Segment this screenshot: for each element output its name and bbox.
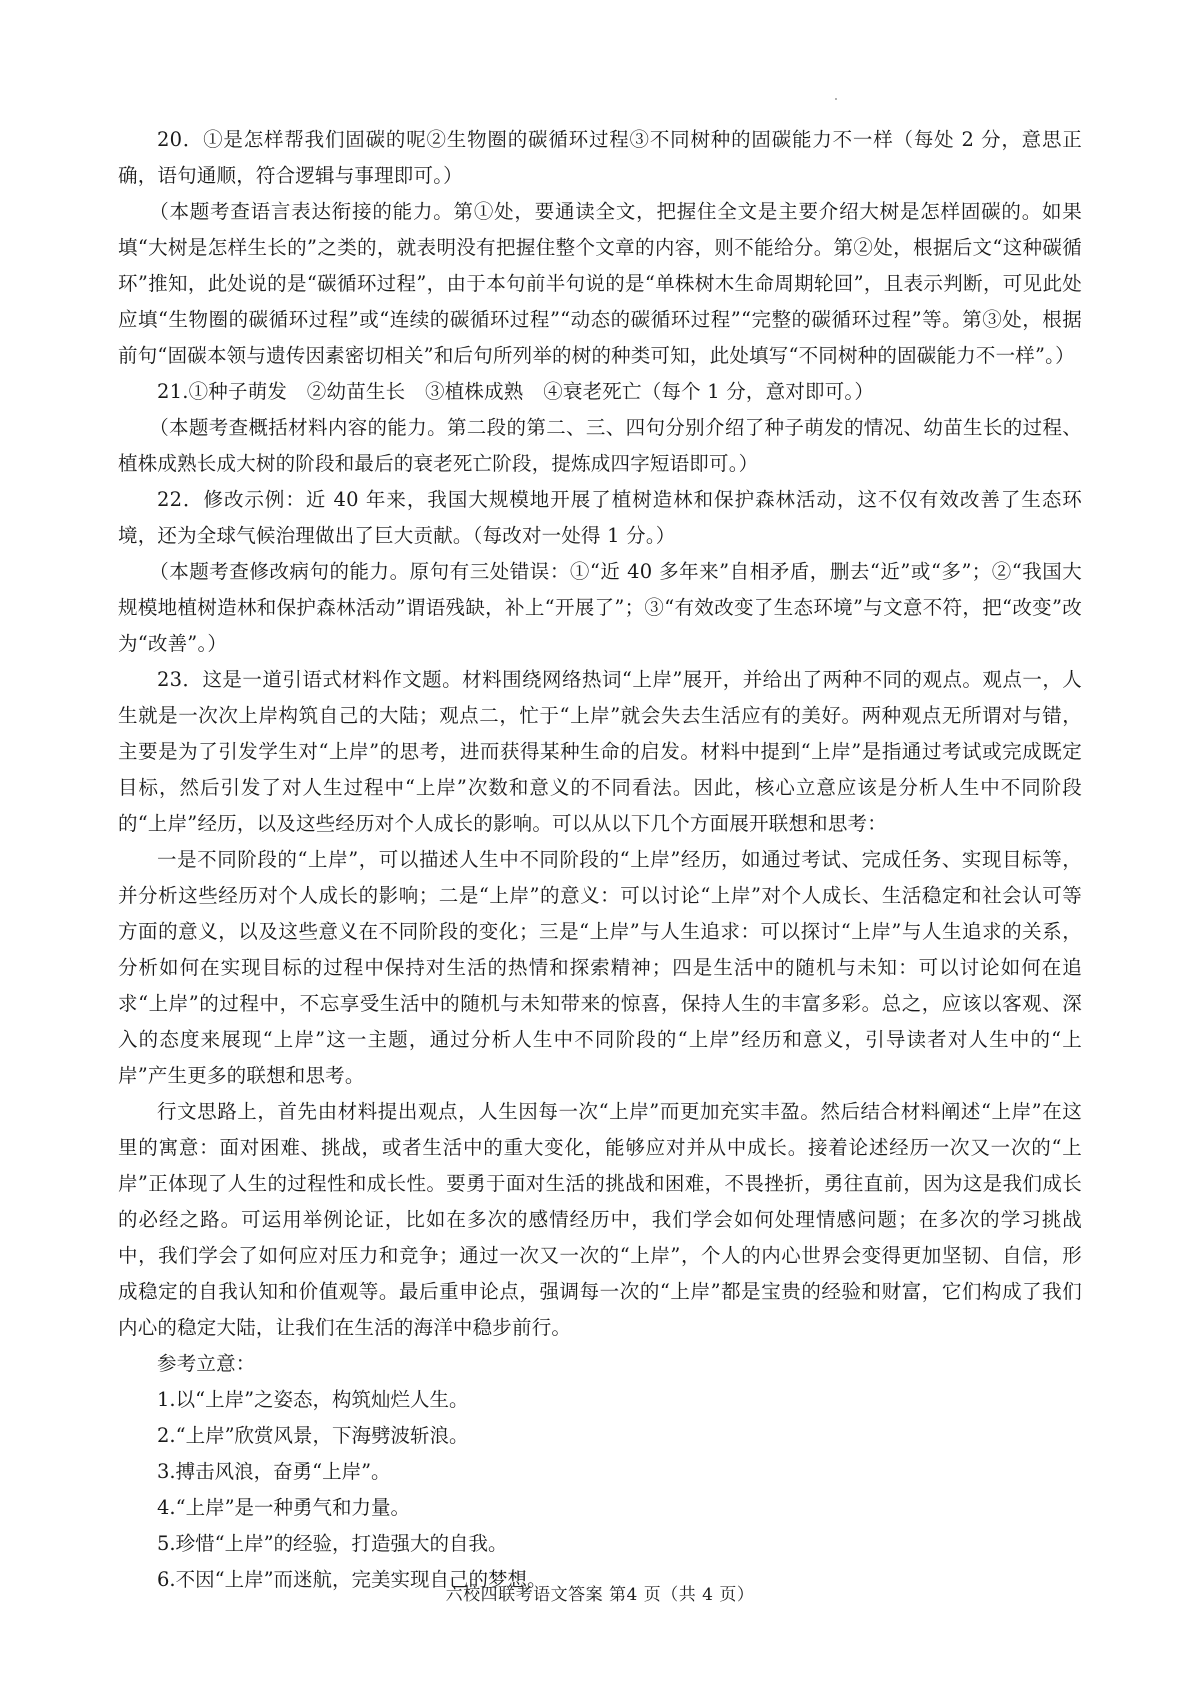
page-footer: 六校四联考语文答案 第4 页（共 4 页） xyxy=(445,1585,755,1605)
scan-speck xyxy=(835,98,837,100)
answer-22: 22．修改示例：近 40 年来，我国大规模地开展了植树造林和保护森林活动，这不仅有效改善了生态环境，还为全球气候治理做出了巨大贡献。（每改对一处得 1 分。） xyxy=(118,488,1082,547)
answer-23-aspects: 一是不同阶段的“上岸”，可以描述人生中不同阶段的“上岸”经历，如通过考试、完成任务、实现目标等，并分析这些经历对个人成长的影响；二是“上岸”的意义：可以讨论“上岸”对个人成长、生活稳定和社会认可等方面的意义，以及这些意义在不同阶段的变化；三是“上岸”与人生追求：可以探讨“上岸”与人生追求的关系，分析如何在实现目标的过程中保持对生活的热情和探索精神；四是生活中的随机与未知：可以讨论如何在追求“上岸”的过程中，不忘享受生活中的随机与未知带来的惊喜，保持人生的丰富多彩。总之，应该以客观、深入的态度来展现“上岸”这一主题，通过分析人生中不同阶段的“上岸”经历和意义，引导读者对人生中的“上岸”产生更多的联想和思考。 xyxy=(118,848,1082,1087)
reference-theme-item: 6.不因“上岸”而迷航，完美实现自己的梦想。 xyxy=(157,1568,547,1591)
answer-23-writing-approach: 行文思路上，首先由材料提出观点，人生因每一次“上岸”而更加充实丰盈。然后结合材料阐述“上岸”在这里的寓意：面对困难、挑战，或者生活中的重大变化，能够应对并从中成长。接着论述经历一次又一次的“上岸”正体现了人生的过程性和成长性。要勇于面对生活的挑战和困难，不畏挫折，勇往直前，因为这是我们成长的必经之路。可运用举例论证，比如在多次的感情经历中，我们学会如何处理情感问题；在多次的学习挑战中，我们学会了如何应对压力和竞争；通过一次又一次的“上岸”，个人的内心世界会变得更加坚韧、自信，形成稳定的自我认知和价值观等。最后重申论点，强调每一次的“上岸”都是宝贵的经验和财富，它们构成了我们内心的稳定大陆，让我们在生活的海洋中稳步前行。 xyxy=(118,1100,1082,1339)
answer-23: 23．这是一道引语式材料作文题。材料围绕网络热词“上岸”展开，并给出了两种不同的观点。观点一，人生就是一次次上岸构筑自己的大陆；观点二，忙于“上岸”就会失去生活应有的美好。两种观点无所谓对与错，主要是为了引发学生对“上岸”的思考，进而获得某种生命的启发。材料中提到“上岸”是指通过考试或完成既定目标，然后引发了对人生过程中“上岸”次数和意义的不同看法。因此，核心立意应该是分析人生中不同阶段的“上岸”经历，以及这些经历对个人成长的影响。可以从以下几个方面展开联想和思考： xyxy=(118,668,1082,835)
reference-theme-list xyxy=(118,1382,1082,1598)
answer-20: 20．①是怎样帮我们固碳的呢②生物圈的碳循环过程③不同树种的固碳能力不一样（每处 2 分，意思正确，语句通顺，符合逻辑与事理即可。） xyxy=(118,128,1082,187)
answer-20-explanation: （本题考查语言表达衔接的能力。第①处，要通读全文，把握住全文是主要介绍大树是怎样固碳的。如果填“大树是怎样生长的”之类的，就表明没有把握住整个文章的内容，则不能给分。第②处，根据后文“这种碳循环”推知，此处说的是“碳循环过程”，由于本句前半句说的是“单株树木生命周期轮回”，且表示判断，可见此处应填“生物圈的碳循环过程”或“连续的碳循环过程”“动态的碳循环过程”“完整的碳循环过程”等。第③处，根据前句“固碳本领与遗传因素密切相关”和后句所列举的树的种类可知，此处填写“不同树种的固碳能力不一样”。） xyxy=(118,200,1082,367)
reference-theme-item: 5.珍惜“上岸”的经验，打造强大的自我。 xyxy=(157,1532,508,1555)
answer-21-explanation: （本题考查概括材料内容的能力。第二段的第二、三、四句分别介绍了种子萌发的情况、幼苗生长的过程、植株成熟长成大树的阶段和最后的衰老死亡阶段，提炼成四字短语即可。） xyxy=(118,416,1082,475)
reference-theme-item: 1.以“上岸”之姿态，构筑灿烂人生。 xyxy=(157,1388,469,1411)
answer-21: 21.①种子萌发 ②幼苗生长 ③植株成熟 ④衰老死亡（每个 1 分，意对即可。） xyxy=(157,380,875,403)
reference-theme-item: 4.“上岸”是一种勇气和力量。 xyxy=(157,1496,411,1519)
answer-22-explanation: （本题考查修改病句的能力。原句有三处错误：①“近 40 多年来”自相矛盾，删去“近”或“多”；②“我国大规模地植树造林和保护森林活动”谓语残缺，补上“开展了”；③“有效改变了生态环境”与文意不符，把“改变”改为“改善”。） xyxy=(118,560,1082,655)
reference-theme-item: 3.搏击风浪，奋勇“上岸”。 xyxy=(157,1460,391,1483)
reference-theme-heading: 参考立意： xyxy=(157,1352,256,1375)
reference-theme-item: 2.“上岸”欣赏风景，下海劈波斩浪。 xyxy=(157,1424,469,1447)
